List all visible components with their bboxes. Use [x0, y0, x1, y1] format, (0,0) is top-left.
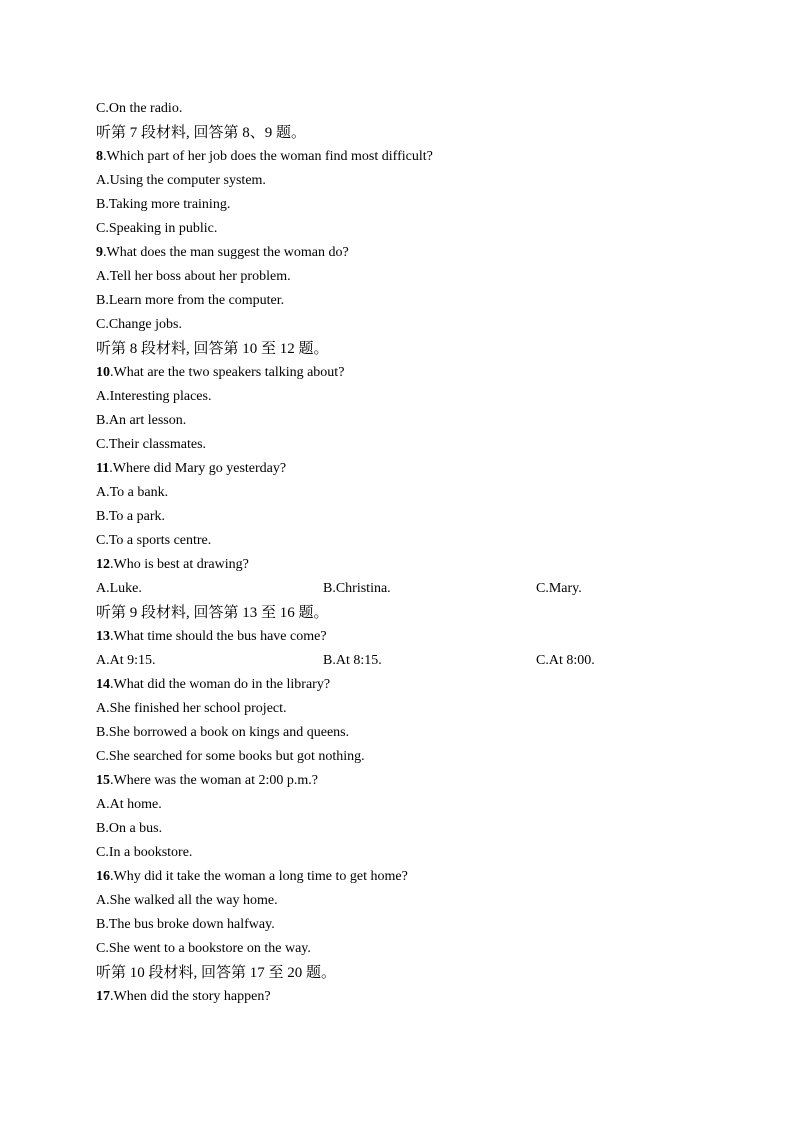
- question-number: 14: [96, 677, 110, 692]
- document-body: [96, 97, 716, 1009]
- question-number: 11: [96, 461, 110, 476]
- question-text: .What are the two speakers talking about?: [110, 365, 345, 380]
- option-b: B.At 8:15.: [323, 653, 382, 668]
- option-a: A.At 9:15.: [96, 653, 156, 668]
- options-row: [96, 649, 716, 673]
- option-line: B.On a bus.: [96, 821, 163, 836]
- question-line: [96, 865, 716, 889]
- option-line: B.The bus broke down halfway.: [96, 917, 275, 932]
- question-line: [96, 145, 716, 169]
- question-text: .What time should the bus have come?: [110, 629, 327, 644]
- option-line: B.Taking more training.: [96, 197, 231, 212]
- option-line: A.She finished her school project.: [96, 701, 287, 716]
- option-c: C.At 8:00.: [536, 653, 595, 668]
- question-line: [96, 625, 716, 649]
- question-text: .What does the man suggest the woman do?: [103, 245, 349, 260]
- options-row: [96, 577, 716, 601]
- question-line: [96, 673, 716, 697]
- option-a: A.Luke.: [96, 581, 142, 596]
- question-number: 16: [96, 869, 110, 884]
- option-line: B.To a park.: [96, 509, 166, 524]
- section-heading: 听第 10 段材料, 回答第 17 至 20 题。: [96, 965, 337, 981]
- option-line: C.Speaking in public.: [96, 221, 218, 236]
- option-line: C.On the radio.: [96, 101, 183, 116]
- option-line: C.She searched for some books but got nothing.: [96, 749, 365, 764]
- option-line: B.An art lesson.: [96, 413, 187, 428]
- question-line: [96, 553, 716, 577]
- option-line: A.Interesting places.: [96, 389, 212, 404]
- option-line: C.To a sports centre.: [96, 533, 212, 548]
- section-heading: 听第 9 段材料, 回答第 13 至 16 题。: [96, 605, 329, 621]
- option-line: B.Learn more from the computer.: [96, 293, 285, 308]
- option-line: B.She borrowed a book on kings and queens.: [96, 725, 350, 740]
- question-text: .Which part of her job does the woman find most difficult?: [103, 149, 433, 164]
- option-line: A.To a bank.: [96, 485, 169, 500]
- option-line: C.She went to a bookstore on the way.: [96, 941, 311, 956]
- question-text: .Who is best at drawing?: [110, 557, 249, 572]
- option-line: C.In a bookstore.: [96, 845, 193, 860]
- section-heading: 听第 7 段材料, 回答第 8、9 题。: [96, 125, 307, 141]
- question-number: 12: [96, 557, 110, 572]
- section-heading: 听第 8 段材料, 回答第 10 至 12 题。: [96, 341, 329, 357]
- question-number: 17: [96, 989, 110, 1004]
- question-number: 10: [96, 365, 110, 380]
- question-line: [96, 361, 716, 385]
- question-text: .When did the story happen?: [110, 989, 271, 1004]
- option-line: A.Using the computer system.: [96, 173, 266, 188]
- option-line: C.Change jobs.: [96, 317, 182, 332]
- question-number: 8: [96, 149, 103, 164]
- question-line: [96, 985, 716, 1009]
- question-number: 15: [96, 773, 110, 788]
- question-text: .Why did it take the woman a long time to get home?: [110, 869, 408, 884]
- option-line: C.Their classmates.: [96, 437, 207, 452]
- option-line: A.Tell her boss about her problem.: [96, 269, 291, 284]
- option-c: C.Mary.: [536, 581, 582, 596]
- question-number: 9: [96, 245, 103, 260]
- question-line: [96, 457, 716, 481]
- question-line: [96, 769, 716, 793]
- option-line: A.At home.: [96, 797, 162, 812]
- option-line: A.She walked all the way home.: [96, 893, 278, 908]
- option-b: B.Christina.: [323, 581, 391, 596]
- question-text: .Where was the woman at 2:00 p.m.?: [110, 773, 318, 788]
- question-line: [96, 241, 716, 265]
- question-text: .Where did Mary go yesterday?: [109, 461, 287, 476]
- question-number: 13: [96, 629, 110, 644]
- question-text: .What did the woman do in the library?: [110, 677, 331, 692]
